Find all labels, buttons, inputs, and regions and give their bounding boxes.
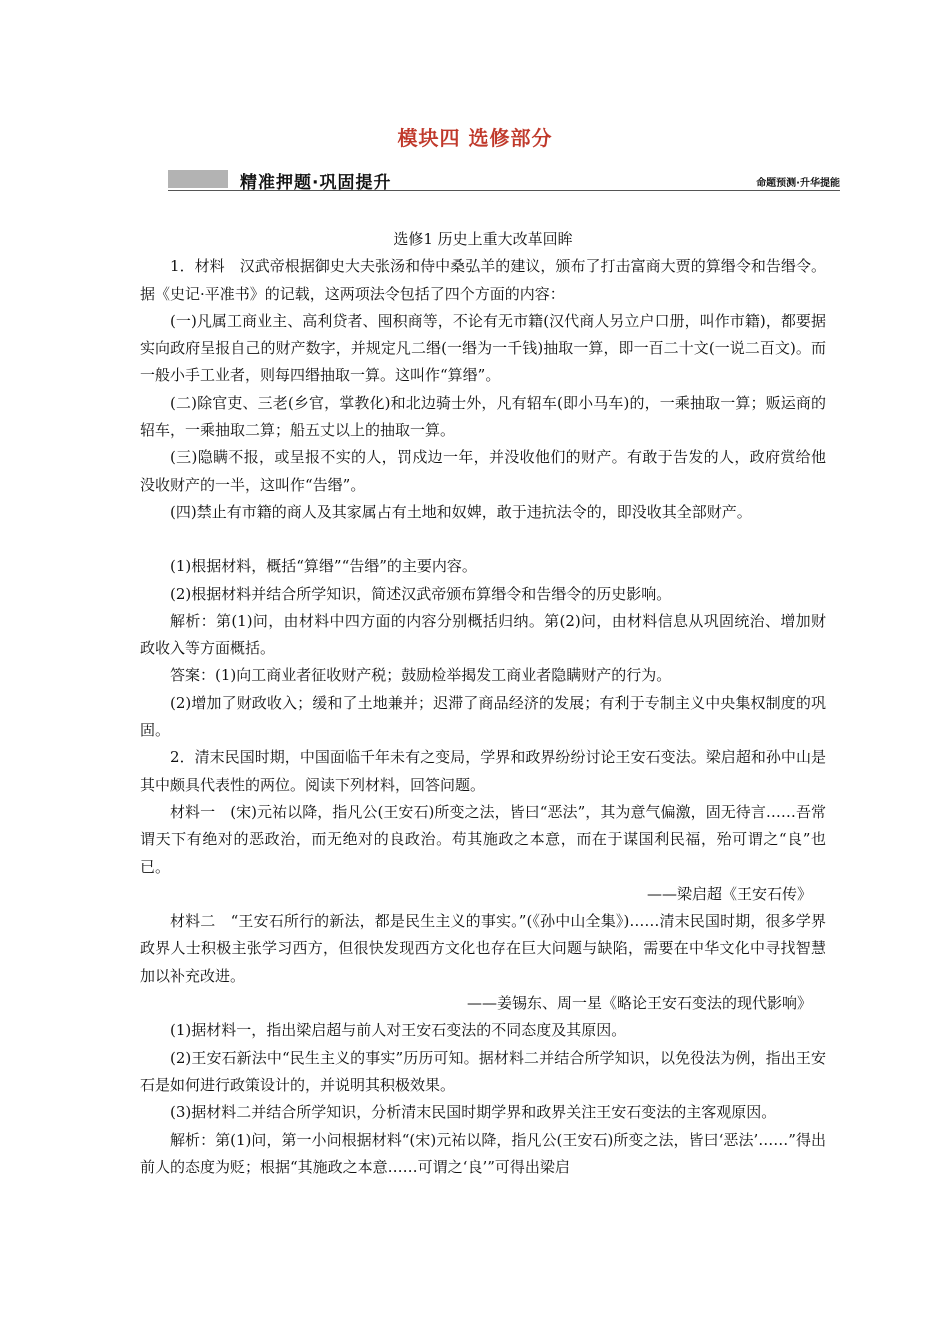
document-body	[140, 226, 826, 1181]
question-1-intro: 1．材料 汉武帝根据御史大夫张汤和侍中桑弘羊的建议，颁布了打击富商大贾的算缗令和告缗令。据《史记·平准书》的记载，这两项法令包括了四个方面的内容：	[140, 257, 826, 303]
material-one-source: ——梁启超《王安石传》	[646, 884, 812, 903]
question-1-sub-2: (2)根据材料并结合所学知识，简述汉武帝颁布算缗令和告缗令的历史影响。	[170, 584, 672, 603]
banner-gray-bar	[168, 170, 228, 188]
question-1-answer-1: 答案：(1)向工商业者征收财产税；鼓励检举揭发工商业者隐瞒财产的行为。	[170, 666, 672, 685]
material-item-1: (一)凡属工商业主、高利贷者、囤积商等，不论有无市籍(汉代商人另立户口册，叫作市籍)，都要据实向政府呈报自己的财产数字，并规定凡二缗(一缗为一千钱)抽取一算，即一百二十文(一说二百文)。而一般小手工业者，则每四缗抽取一算。这叫作“算缗”。	[140, 311, 826, 385]
material-item-4: (四)禁止有市籍的商人及其家属占有土地和奴婢，敢于违抗法令的，即没收其全部财产。	[170, 502, 752, 521]
question-1-analysis: 解析：第(1)问，由材料中四方面的内容分别概括归纳。第(2)问，由材料信息从巩固统治、增加财政收入等方面概括。	[140, 611, 826, 658]
question-1-sub-1: (1)根据材料，概括“算缗”“告缗”的主要内容。	[170, 557, 477, 576]
banner-right-label: 命题预测·升华提能	[756, 178, 840, 189]
section-banner	[168, 168, 840, 193]
question-2-intro: 2．清末民国时期，中国面临千年未有之变局，学界和政界纷纷讨论王安石变法。梁启超和孙中山是其中颇具代表性的两位。阅读下列材料，回答问题。	[140, 748, 826, 794]
question-2-sub-3: (3)据材料二并结合所学知识，分析清末民国时期学界和政界关注王安石变法的主客观原因。	[170, 1103, 777, 1122]
blank-line	[140, 526, 826, 553]
banner-label: 精准押题·巩固提升	[240, 173, 392, 193]
question-2-analysis: 解析：第(1)问，第一小问根据材料“(宋)元祐以降，指凡公(王安石)所变之法，皆曰‘恶法’……”得出前人的态度为贬；根据“其施政之本意……可谓之‘良’”可得出梁启	[140, 1130, 826, 1176]
material-two-source: ——姜锡东、周一星《略论王安石变法的现代影响》	[466, 994, 812, 1013]
question-2-sub-1: (1)据材料一，指出梁启超与前人对王安石变法的不同态度及其原因。	[170, 1021, 627, 1040]
material-one: 材料一 (宋)元祐以降，指凡公(王安石)所变之法，皆曰“恶法”，其为意气偏激，固无待言……吾常谓天下有绝对的恶政治，而无绝对的良政治。苟其施政之本意，而在于谋国利民福，殆可谓之“良”也已。	[140, 802, 826, 876]
material-item-3: (三)隐瞒不报，或呈报不实的人，罚戍边一年，并没收他们的财产。有敢于告发的人，政府赏给他没收财产的一半，这叫作“告缗”。	[140, 448, 826, 494]
question-1-answer-2: (2)增加了财政收入；缓和了土地兼并；迟滞了商品经济的发展；有利于专制主义中央集权制度的巩固。	[140, 693, 826, 740]
material-item-2: (二)除官吏、三老(乡官，掌教化)和北边骑士外，凡有轺车(即小马车)的，一乘抽取一算；贩运商的轺车，一乘抽取二算；船五丈以上的抽取一算。	[140, 393, 826, 440]
banner-divider	[168, 190, 840, 191]
question-2-sub-2: (2)王安石新法中“民生主义的事实”历历可知。据材料二并结合所学知识，以免役法为例，指出王安石是如何进行政策设计的，并说明其积极效果。	[140, 1048, 826, 1094]
material-two: 材料二 “王安石所行的新法，都是民生主义的事实。”(《孙中山全集》)……清末民国时期，很多学界政界人士积极主张学习西方，但很快发现西方文化也存在巨大问题与缺陷，需要在中华文化中寻找智慧加以补充改进。	[140, 912, 826, 985]
module-title: 模块四 选修部分	[397, 126, 553, 150]
section-title: 选修1 历史上重大改革回眸	[393, 230, 573, 248]
